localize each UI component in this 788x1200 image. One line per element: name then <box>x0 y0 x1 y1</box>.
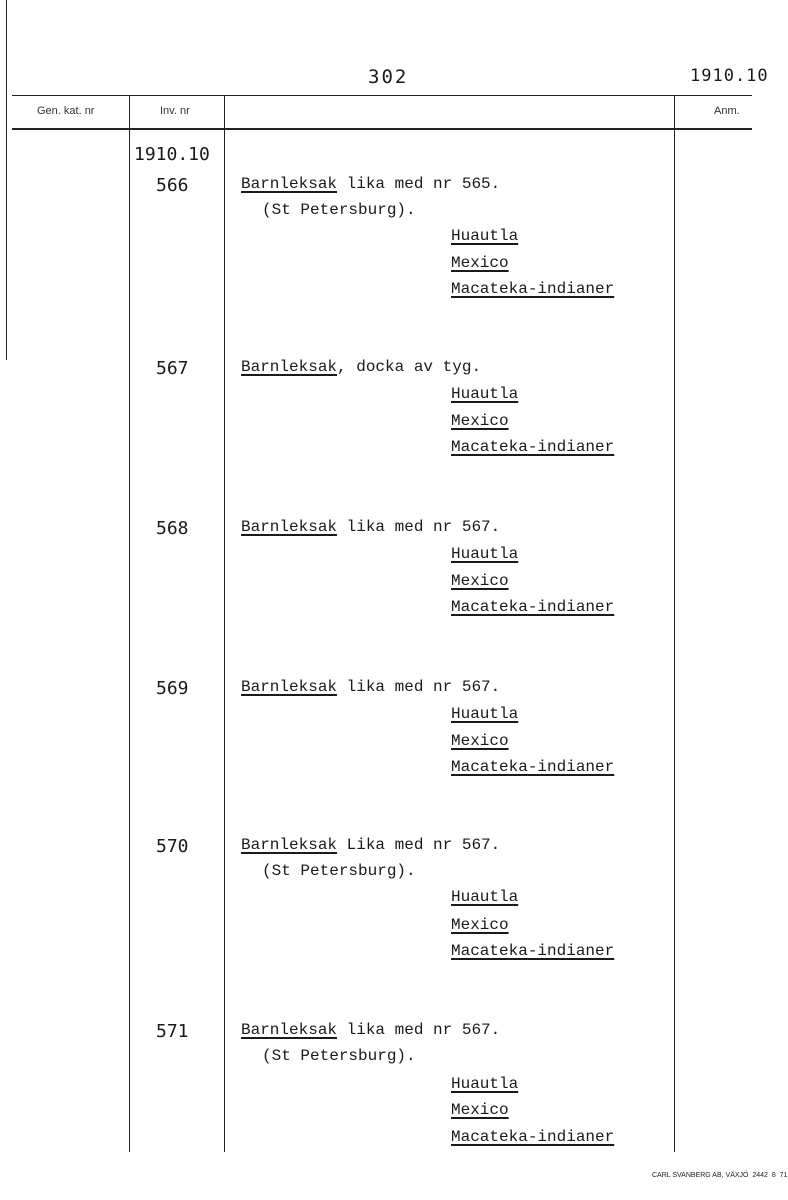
header-bottom-rule <box>12 128 752 130</box>
inventory-number: 571 <box>156 1021 189 1042</box>
entry-description <box>241 836 500 854</box>
inventory-number: 567 <box>156 358 189 379</box>
place-people: Macateka-indianer <box>451 438 615 456</box>
description-text: , docka av tyg. <box>337 358 482 376</box>
object-keyword: Barnleksak <box>241 358 338 376</box>
object-keyword: Barnleksak <box>241 1021 338 1039</box>
place-locality: Huautla <box>451 385 519 403</box>
provenance-note: (St Petersburg). <box>262 1047 416 1065</box>
column-header-inv-nr: Inv. nr <box>160 105 190 117</box>
description-text: lika med nr 567. <box>337 678 501 696</box>
provenance-note: (St Petersburg). <box>262 201 416 219</box>
object-keyword: Barnleksak <box>241 175 338 193</box>
place-locality: Huautla <box>451 227 519 245</box>
place-country: Mexico <box>451 412 509 430</box>
inventory-number: 568 <box>156 518 189 539</box>
printer-imprint: CARL SVANBERG AB, VÄXJÖ 2442 8 71 <box>652 1172 788 1179</box>
catalog-entry <box>0 678 788 838</box>
entry-description <box>241 175 500 193</box>
place-people: Macateka-indianer <box>451 942 615 960</box>
catalog-entry <box>0 836 788 996</box>
inventory-number: 570 <box>156 836 189 857</box>
entry-description <box>241 678 500 696</box>
entry-description <box>241 1021 500 1039</box>
catalog-entry <box>0 175 788 335</box>
provenance-note: (St Petersburg). <box>262 862 416 880</box>
place-locality: Huautla <box>451 888 519 906</box>
place-country: Mexico <box>451 1101 509 1119</box>
object-keyword: Barnleksak <box>241 518 338 536</box>
place-people: Macateka-indianer <box>451 758 615 776</box>
place-locality: Huautla <box>451 705 519 723</box>
object-keyword: Barnleksak <box>241 678 338 696</box>
inventory-number: 566 <box>156 175 189 196</box>
place-country: Mexico <box>451 732 509 750</box>
header-top-rule <box>12 95 752 96</box>
catalog-entry <box>0 518 788 678</box>
description-text: Lika med nr 567. <box>337 836 501 854</box>
object-keyword: Barnleksak <box>241 836 338 854</box>
column-header-gen-kat-nr: Gen. kat. nr <box>37 105 95 117</box>
description-text: lika med nr 567. <box>337 1021 501 1039</box>
entry-description <box>241 518 500 536</box>
catalog-entry <box>0 358 788 518</box>
place-locality: Huautla <box>451 545 519 563</box>
description-text: lika med nr 567. <box>337 518 501 536</box>
place-people: Macateka-indianer <box>451 280 615 298</box>
place-country: Mexico <box>451 916 509 934</box>
column-header-anm: Anm. <box>714 105 740 117</box>
inventory-number: 569 <box>156 678 189 699</box>
entry-description <box>241 358 481 376</box>
catalog-entry <box>0 1021 788 1181</box>
description-text: lika med nr 565. <box>337 175 501 193</box>
place-people: Macateka-indianer <box>451 598 615 616</box>
place-locality: Huautla <box>451 1075 519 1093</box>
page-number: 302 <box>368 66 409 88</box>
place-country: Mexico <box>451 572 509 590</box>
place-country: Mexico <box>451 254 509 272</box>
entry-date: 1910.10 <box>134 144 210 165</box>
page-date: 1910.10 <box>690 66 769 86</box>
place-people: Macateka-indianer <box>451 1128 615 1146</box>
